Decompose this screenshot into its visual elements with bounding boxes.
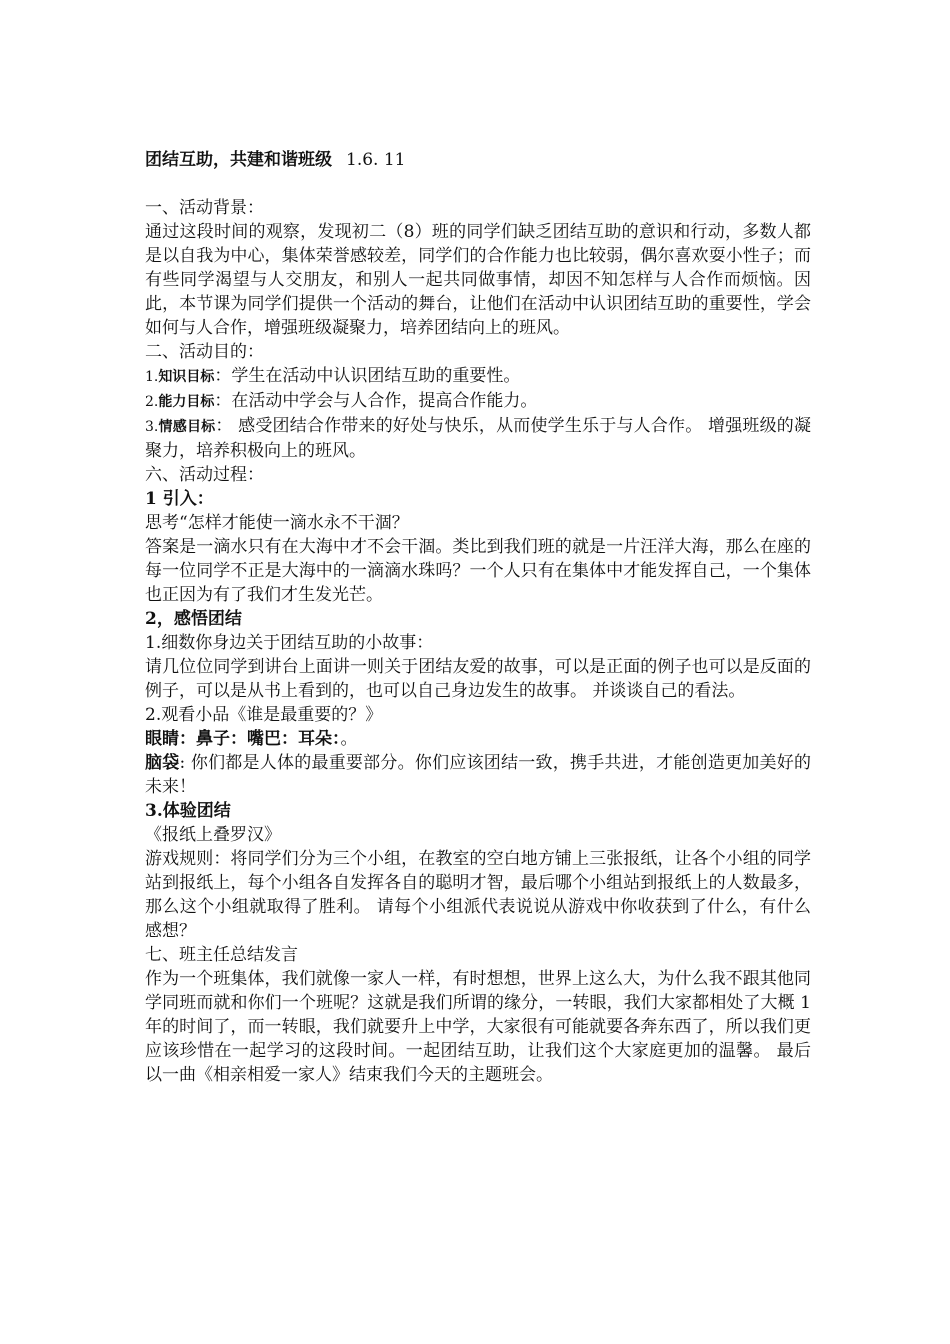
step-2-heading: 2，感悟团结	[145, 609, 242, 629]
goal-2-num: 2.	[145, 394, 159, 410]
goal-3-label: 情感目标	[158, 419, 216, 435]
step-2-2-heading: 2.观看小品《谁是最重要的？》	[145, 705, 383, 725]
summary-text: 作为一个班集体，我们就像一家人一样，有时想想，世界上这么大，为什么我不跟其他同学同班而就和你们一个班呢？这就是我们所谓的缘分，一转眼，我们大家都相处了大概 1 年的时间了，而一转眼，我们就要升上中学，大家很有可能就要各奔东西了，所以我们更应该珍惜在一起学习的这段时间。一起团结互助，让我们这个大家庭更加的温馨。 最后以一曲《相亲相爱一家人》结束我们今天的主题班会。	[145, 969, 811, 1085]
roles-line	[145, 727, 811, 751]
background-heading: 一、活动背景：	[145, 198, 264, 218]
step-3-heading: 3.体验团结	[145, 801, 231, 821]
roles-end: 。	[340, 729, 358, 749]
goal-3-text: ： 感受团结合作带来的好处与快乐，从而使学生乐于与人合作。 增强班级的凝聚力，培养积极向上的班风。	[145, 416, 811, 461]
document-date: 1.6. 11	[346, 150, 406, 170]
goal-2	[145, 389, 811, 414]
step-2-1-text: 请几位位同学到讲台上面讲一则关于团结友爱的故事，可以是正面的例子也可以是反面的例子，可以是从书上看到的，也可以自己身边发生的故事。 并谈谈自己的看法。	[145, 657, 811, 701]
goal-2-text: ：在活动中学会与人合作，提高合作能力。	[214, 391, 538, 411]
step-1-heading: 1 引入：	[145, 489, 214, 509]
goal-2-label: 能力目标	[158, 394, 215, 410]
goal-1	[145, 364, 811, 389]
step-1-question: 思考“怎样才能使一滴水永不干涸？	[145, 513, 409, 533]
goal-3-num: 3.	[145, 419, 159, 435]
goal-1-num: 1.	[145, 369, 159, 385]
background-text: 通过这段时间的观察，发现初二（8）班的同学们缺乏团结互助的意识和行动，多数人都是以自我为中心，集体荣誉感较差，同学们的合作能力也比较弱，偶尔喜欢耍小性子；而有些同学渴望与人交朋友，和别人一起共同做事情，却因不知怎样与人合作而烦恼。因此，本节课为同学们提供一个活动的舞台，让他们在活动中认识团结互助的重要性，学会如何与人合作，增强班级凝聚力，培养团结向上的班风。	[145, 222, 811, 338]
process-heading: 六、活动过程：	[145, 465, 264, 485]
brain-line	[145, 751, 811, 799]
roles: 眼睛：鼻子：嘴巴：耳朵：	[145, 729, 341, 749]
goal-1-label: 知识目标	[158, 369, 215, 385]
step-2-1-heading: 1.细数你身边关于团结互助的小故事：	[145, 633, 434, 653]
goal-heading: 二、活动目的：	[145, 342, 264, 362]
game-rules: 游戏规则：将同学们分为三个小组，在教室的空白地方铺上三张报纸，让各个小组的同学站到报纸上，每个小组各自发挥各自的聪明才智，最后哪个小组站到报纸上的人数最多，那么这个小组就取得了胜利。 请每个小组派代表说说从游戏中你收获到了什么，有什么感想？	[145, 849, 811, 941]
document-body	[145, 148, 811, 1087]
brain-label: 脑袋	[145, 753, 180, 773]
brain-text: : 你们都是人体的最重要部分。你们应该团结一致，携手共进，才能创造更加美好的未来！	[145, 753, 811, 797]
goal-1-text: ：学生在活动中认识团结互助的重要性。	[214, 366, 521, 386]
game-title: 《报纸上叠罗汉》	[145, 825, 281, 845]
step-1-answer: 答案是一滴水只有在大海中才不会干涸。类比到我们班的就是一片汪洋大海，那么在座的每一位同学不正是大海中的一滴滴水珠吗？一个人只有在集体中才能发挥自己，一个集体也正因为有了我们才生发光芒。	[145, 537, 811, 605]
document-title: 团结互助，共建和谐班级	[145, 150, 332, 170]
document-title-line	[145, 148, 811, 172]
goal-3	[145, 414, 811, 463]
summary-heading: 七、班主任总结发言	[145, 945, 298, 965]
